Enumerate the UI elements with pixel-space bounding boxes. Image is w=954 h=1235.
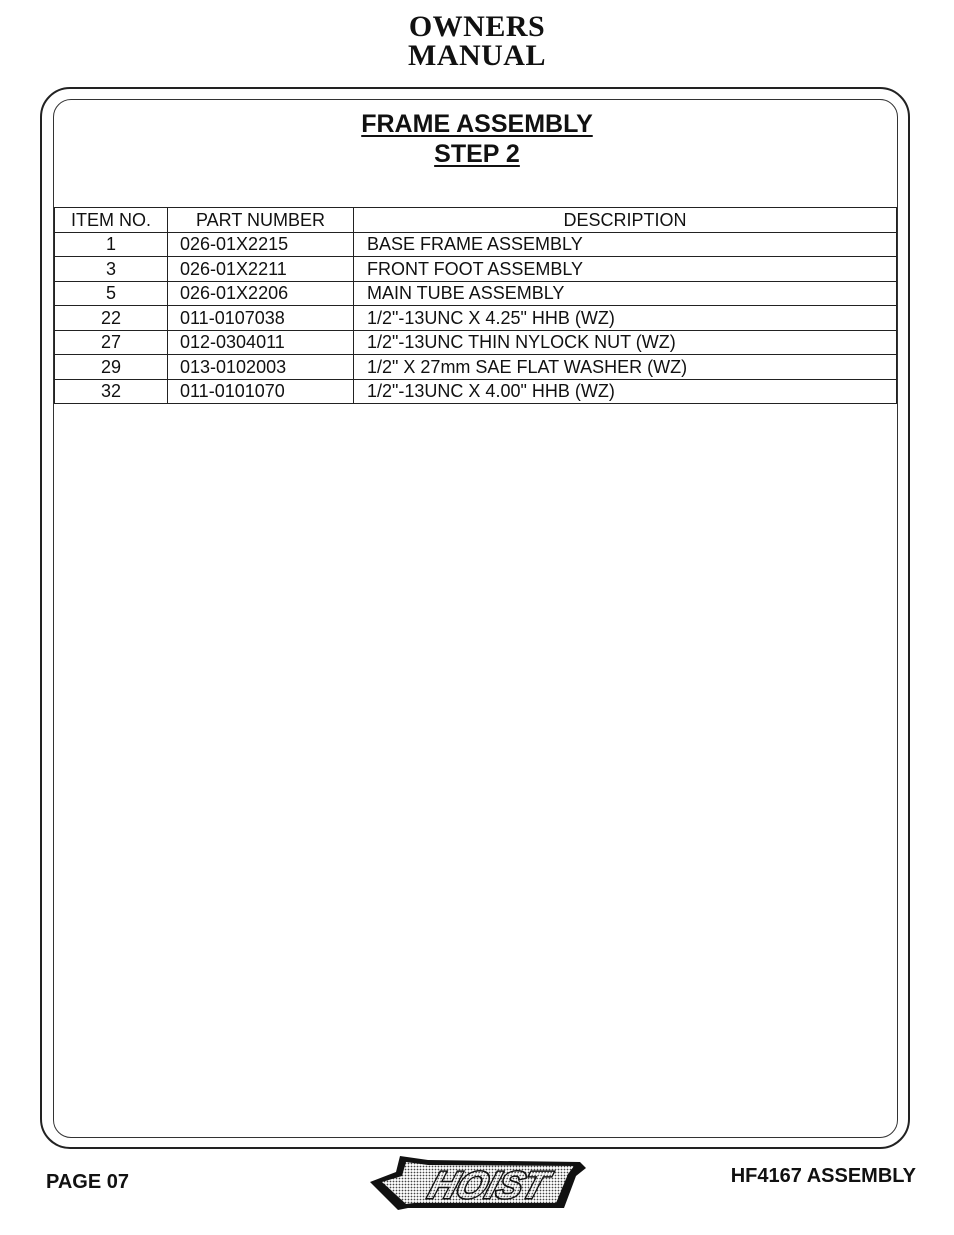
item-no-cell: 32 [55,379,168,404]
section-title-text: FRAME ASSEMBLY [361,110,593,138]
table-row [55,232,897,257]
hoist-logo-icon [368,1150,590,1212]
manual-title [0,12,954,70]
column-header-description: DESCRIPTION [354,208,897,233]
page-number: PAGE 07 [46,1171,129,1193]
item-no-cell: 5 [55,281,168,306]
part-number-cell: 011-0107038 [168,306,354,331]
table-row [55,281,897,306]
item-no-cell: 27 [55,330,168,355]
column-header-item-no: ITEM NO. [55,208,168,233]
column-header-part-number: PART NUMBER [168,208,354,233]
part-number-cell: 013-0102003 [168,355,354,380]
section-step: STEP 2 [434,140,520,168]
part-number-cell: 026-01X2215 [168,232,354,257]
section-title [0,109,954,169]
item-no-cell: 29 [55,355,168,380]
manual-title-line2: MANUAL [408,39,546,72]
table-row [55,306,897,331]
model-label: HF4167 ASSEMBLY [730,1165,916,1187]
item-no-cell: 22 [55,306,168,331]
part-number-cell: 026-01X2206 [168,281,354,306]
parts-table [54,207,897,404]
description-cell: 1/2"-13UNC X 4.00" HHB (WZ) [354,379,897,404]
table-row [55,330,897,355]
item-no-cell: 1 [55,232,168,257]
description-cell: BASE FRAME ASSEMBLY [354,232,897,257]
description-cell: 1/2"-13UNC THIN NYLOCK NUT (WZ) [354,330,897,355]
item-no-cell: 3 [55,257,168,282]
description-cell: 1/2" X 27mm SAE FLAT WASHER (WZ) [354,355,897,380]
table-row [55,379,897,404]
table-row [55,355,897,380]
description-cell: FRONT FOOT ASSEMBLY [354,257,897,282]
part-number-cell: 011-0101070 [168,379,354,404]
description-cell: 1/2"-13UNC X 4.25" HHB (WZ) [354,306,897,331]
part-number-cell: 026-01X2211 [168,257,354,282]
table-row [55,257,897,282]
table-header-row [55,208,897,233]
logo-text: HOIST [423,1164,554,1207]
part-number-cell: 012-0304011 [168,330,354,355]
manual-title-line1: OWNERS [408,10,546,43]
description-cell: MAIN TUBE ASSEMBLY [354,281,897,306]
